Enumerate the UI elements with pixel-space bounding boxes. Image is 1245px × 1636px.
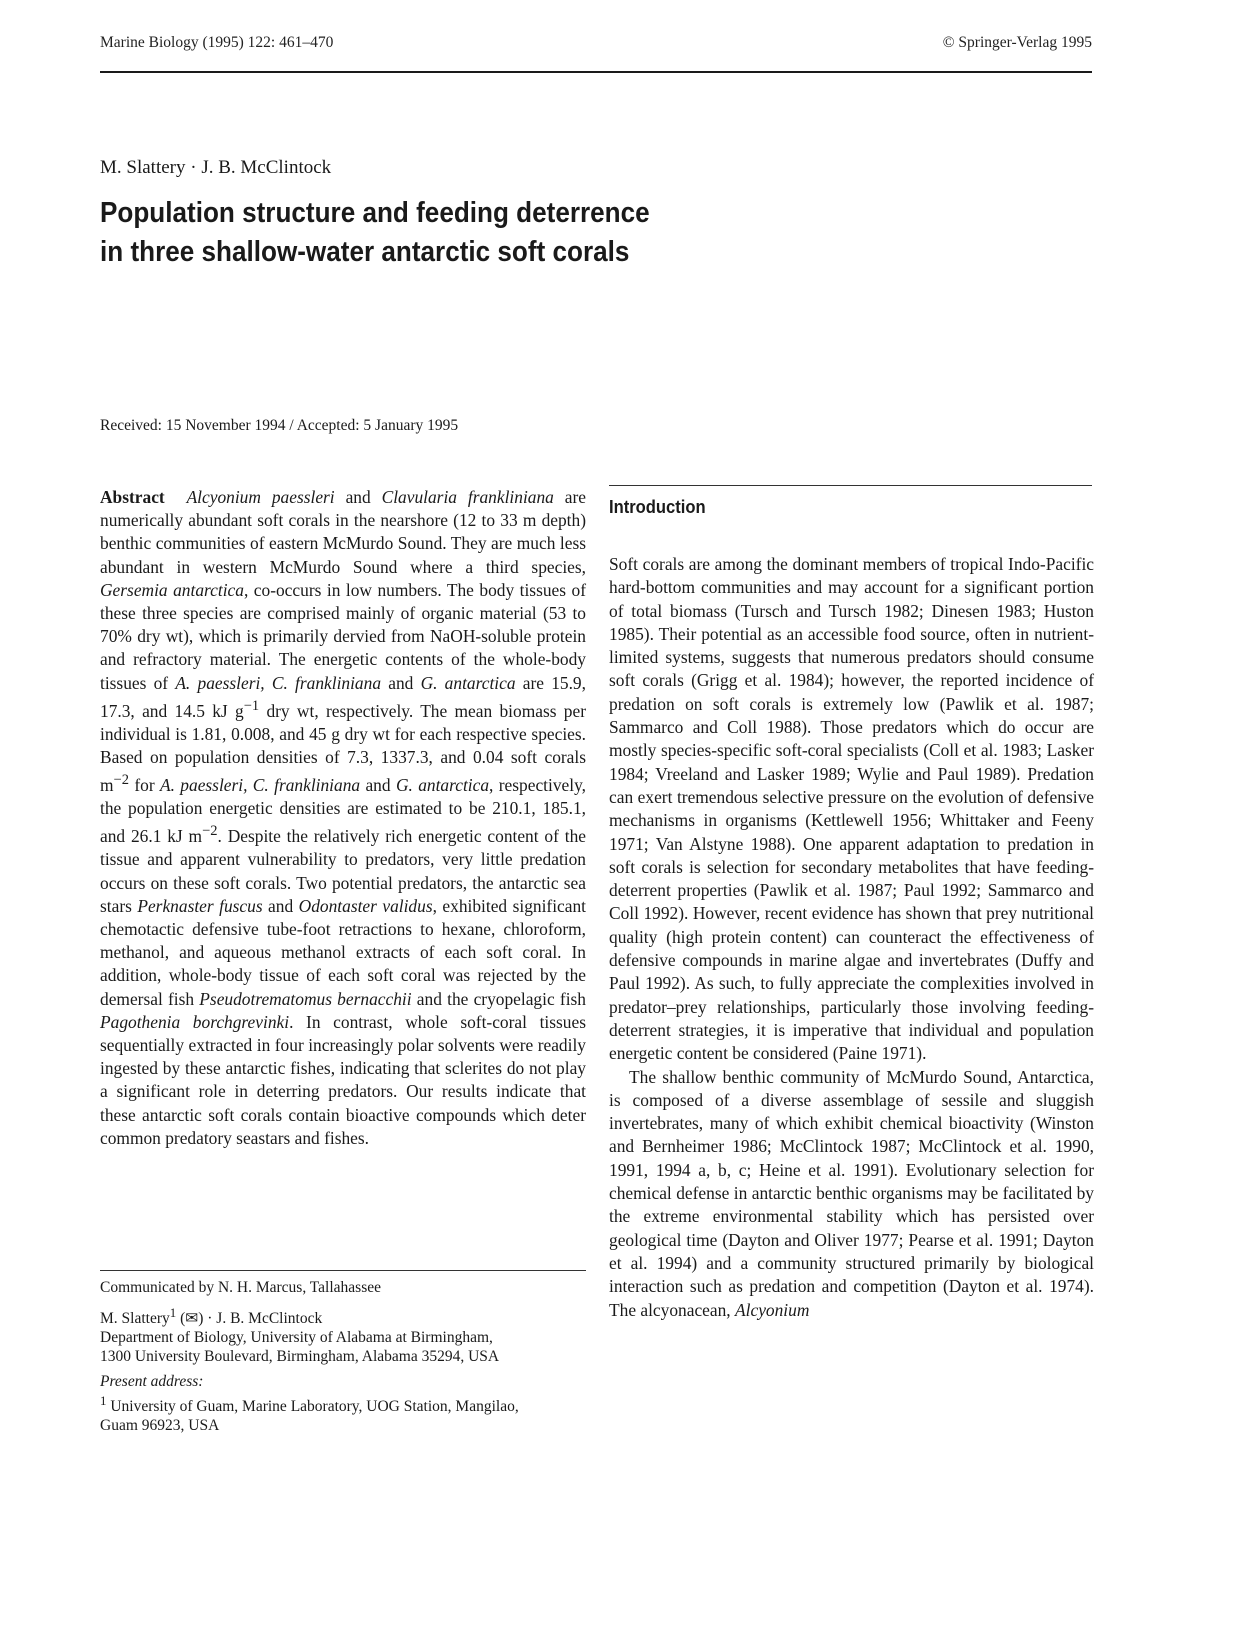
abstract-segment: Clavularia frankliniana	[381, 487, 554, 507]
abstract-segment: are numerically abundant soft corals in the nearshore (12 to 33 m depth) benthic communities of eastern McMurdo Sound. They are much less abundant in western McMurdo Sound where a third species,	[100, 487, 587, 577]
introduction-paragraph-2: The shallow benthic community of McMurdo Sound, Antarctica, is composed of a diverse assemblage of sessile and sluggish invertebrates, many of which exhibit chemical bioactivity (Winston and Bernheimer 1986; McClintock 1987; McClintock et al. 1990, 1991, 1994 a, b, c; Heine et al. 1991). Evolutionary selection for chemical defense in antarctic benthic organisms may be facilitated by the extreme environmental stability which has persisted over geological time (Dayton and Oliver 1977; Pearse et al. 1991; Dayton et al. 1994) and a community structured primarily by biological interaction such as predation and competition (Dayton et al. 1974). The alcyonacean, Alcyonium	[609, 1066, 1094, 1320]
title-line-2: in three shallow-water antarctic soft corals	[100, 236, 630, 268]
abstract-segment: Pseudotrematomus bernacchii	[199, 988, 412, 1009]
abstract-segment: , exhibited significant chemotactic defensive tube-foot retractions to hexane, chloroform, methanol, and aqueous methanol extracts of each soft coral. In addition, whole-body tissue of each soft coral was rejected by the demersal fish	[100, 895, 587, 1009]
abstract-segment: Alcyonium paessleri	[186, 487, 335, 507]
abstract-segment: Pagothenia borchgrevinki	[100, 1011, 290, 1032]
abstract-segment: G. antarctica	[395, 775, 490, 796]
abstract-label: Abstract	[100, 487, 165, 507]
abstract-segment: −1	[243, 697, 260, 714]
abstract-segment: −2	[202, 823, 218, 840]
abstract-segment: . Despite the relatively rich energetic content of the tissue and apparent vulnerability to predators, very little predation occurs on these soft corals. Two potential predators, the antarctic sea stars	[100, 826, 587, 916]
envelope-icon-text: (✉) · J. B. McClintock	[176, 1310, 323, 1328]
introduction-body	[609, 553, 1094, 1322]
abstract-segment: Gersemia antarctica	[100, 579, 244, 600]
abstract-segment: are 15.9, 17.3, and 14.5 kJ g	[100, 672, 586, 721]
address-line: 1300 University Boulevard, Birmingham, Alabama 35294, USA	[100, 1348, 500, 1366]
abstract-segment: and	[360, 775, 396, 796]
abstract-segment: dry wt, respectively. The mean biomass per individual is 1.81, 0.008, and 45 g dry wt for each respective species. Based on population densities of 7.3, 1337.3, and 0.04 soft corals m	[100, 700, 587, 796]
introduction-heading: Introduction	[609, 497, 706, 517]
section-divider	[609, 485, 1092, 486]
abstract-segment: and	[381, 672, 421, 693]
footnotes	[100, 1278, 590, 1435]
title-line-1: Population structure and feeding deterrence	[100, 197, 650, 229]
introduction-paragraph-1: Soft corals are among the dominant members of tropical Indo-Pacific hard-bottom communities and may account for a significant portion of total biomass (Tursch and Tursch 1982; Dinesen 1983; Huston 1985). Their potential as an accessible food source, often in nutrient-limited systems, suggests that numerous predators should consume soft corals (Grigg et al. 1984); however, the reported incidence of predation on soft corals is extremely low (Pawlik et al. 1987; Sammarco and Coll 1988). Those predators which do occur are mostly species-specific soft-coral specialists (Coll et al. 1983; Lasker 1984; Vreeland and Lasker 1989; Wylie and Paul 1989). Predation can exert tremendous selective pressure on the evolution of defensive mechanisms in organisms (Kettlewell 1956; Whittaker and Feeny 1971; Van Alstyne 1988). One apparent adaptation to predation in soft corals is selection for secondary metabolites that have feeding-deterrent properties (Pawlik et al. 1987; Paul 1992; Sammarco and Coll 1992). However, recent evidence has shown that prey nutritional quality (high protein content) can counteract the effectiveness of defensive compounds in marine algae and invertebrates (Duffy and Paul 1992). As such, to fully appreciate the complexities involved in predator–prey relationships, particularly those involving feeding-deterrent strategies, it is imperative that individual and population energetic content be considered (Paine 1971).	[609, 554, 1094, 1064]
abstract-segment: and	[334, 487, 382, 507]
abstract-segment: . In contrast, whole soft-coral tissues sequentially extracted in four increasingly polar solvents were readily ingested by these antarctic fishes, indicating that sclerites do not play a significant role in deterring predators. Our results indicate that these antarctic soft corals contain bioactive compounds which deter common predatory seastars and fishes.	[100, 1011, 586, 1148]
present-address-label: Present address:	[100, 1373, 204, 1391]
received-accepted-dates: Received: 15 November 1994 / Accepted: 5 January 1995	[100, 417, 459, 434]
abstract-segment: −2	[113, 772, 129, 789]
abstract-paragraph	[100, 486, 586, 1150]
communicated-by: Communicated by N. H. Marcus, Tallahassee	[100, 1279, 382, 1296]
author-list: M. Slattery · J. B. McClintock	[100, 157, 332, 178]
abstract-segment: A. paessleri, C. frankliniana	[175, 672, 382, 693]
abstract-segment: for	[128, 775, 160, 796]
abstract-segment: and	[262, 895, 299, 916]
header-divider	[100, 71, 1092, 73]
correspondence-authors: M. Slattery$^1$ (✉) · J. B. McClintock	[100, 1305, 323, 1328]
abstract-segment: , respectively, the population energetic densities are estimated to be 210.1, 185.1, and 26.1 kJ m	[100, 775, 586, 847]
article-title	[100, 194, 784, 272]
abstract-segment: and the cryopelagic fish	[411, 988, 586, 1009]
abstract-segment: Perknaster fuscus	[137, 895, 263, 916]
abstract-body	[100, 487, 586, 1148]
footnote-divider	[100, 1270, 586, 1271]
department-line: Department of Biology, University of Alabama at Birmingham,	[100, 1329, 493, 1347]
copyright-notice: © Springer-Verlag 1995	[942, 34, 1092, 51]
abstract-segment: G. antarctica	[420, 672, 516, 693]
present-address-cont: Guam 96923, USA	[100, 1417, 220, 1435]
present-address: $^1$ University of Guam, Marine Laboratory, UOG Station, Mangilao,	[100, 1393, 519, 1416]
abstract-segment: A. paessleri, C. frankliniana	[159, 775, 361, 796]
abstract-segment: , co-occurs in low numbers. The body tissues of these three species are comprised mainly of organic material (53 to 70% dry wt), which is primarily dervied from NaOH-soluble protein and refractory material. The energetic contents of the whole-body tissues of	[100, 579, 586, 693]
abstract-segment: Odontaster validus	[298, 895, 433, 916]
journal-citation: Marine Biology (1995) 122: 461–470	[100, 34, 334, 51]
